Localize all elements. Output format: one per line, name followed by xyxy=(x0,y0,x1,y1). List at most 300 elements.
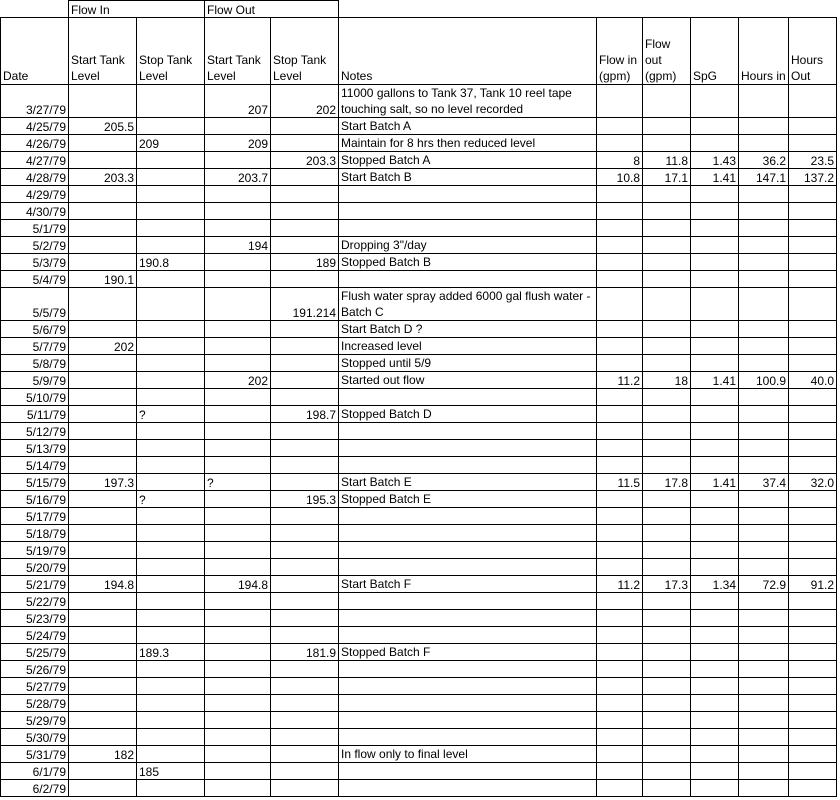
table-row xyxy=(1,372,837,389)
cell-date: 6/2/79 xyxy=(1,780,69,797)
cell-notes: 11000 gallons to Tank 37, Tank 10 reel tape touching salt, so no level recorded xyxy=(339,85,597,118)
group-flow-out: Flow Out xyxy=(205,1,339,18)
cell-notes xyxy=(339,389,597,406)
cell-date: 4/27/79 xyxy=(1,152,69,169)
cell-date: 5/30/79 xyxy=(1,729,69,746)
cell-spg xyxy=(691,423,739,440)
cell-flow-in xyxy=(597,288,643,321)
cell-spg xyxy=(691,559,739,576)
cell-out-stop xyxy=(271,474,339,491)
cell-hours-in xyxy=(739,203,789,220)
cell-out-stop: 202 xyxy=(271,85,339,118)
cell-hours-in xyxy=(739,355,789,372)
cell-in-stop xyxy=(137,203,205,220)
table-row xyxy=(1,389,837,406)
table-row xyxy=(1,220,837,237)
table-row xyxy=(1,203,837,220)
cell-spg xyxy=(691,389,739,406)
cell-out-start: 209 xyxy=(205,135,271,152)
cell-out-start xyxy=(205,271,271,288)
cell-in-stop: 190.8 xyxy=(137,254,205,271)
cell-date: 5/14/79 xyxy=(1,457,69,474)
cell-flow-in xyxy=(597,593,643,610)
table-row xyxy=(1,440,837,457)
cell-in-start xyxy=(69,135,137,152)
cell-flow-in xyxy=(597,203,643,220)
cell-spg xyxy=(691,627,739,644)
cell-out-start xyxy=(205,491,271,508)
cell-notes: Maintain for 8 hrs then reduced level xyxy=(339,135,597,152)
header-in-start: Start Tank Level xyxy=(69,18,137,85)
cell-date: 5/29/79 xyxy=(1,712,69,729)
cell-out-start xyxy=(205,288,271,321)
group-spacer-right xyxy=(339,1,837,18)
cell-flow-out: 18 xyxy=(643,372,691,389)
cell-in-start xyxy=(69,288,137,321)
cell-notes xyxy=(339,203,597,220)
cell-in-stop xyxy=(137,661,205,678)
cell-date: 5/31/79 xyxy=(1,746,69,763)
cell-out-start xyxy=(205,355,271,372)
cell-flow-in: 11.2 xyxy=(597,372,643,389)
cell-flow-in xyxy=(597,355,643,372)
cell-flow-out xyxy=(643,440,691,457)
cell-date: 5/2/79 xyxy=(1,237,69,254)
cell-out-stop xyxy=(271,763,339,780)
cell-flow-in xyxy=(597,644,643,661)
cell-in-stop xyxy=(137,389,205,406)
cell-in-start xyxy=(69,186,137,203)
cell-hours-in xyxy=(739,695,789,712)
cell-hours-out xyxy=(789,542,837,559)
cell-out-stop xyxy=(271,678,339,695)
table-row xyxy=(1,508,837,525)
cell-notes xyxy=(339,661,597,678)
cell-notes xyxy=(339,610,597,627)
cell-hours-out xyxy=(789,678,837,695)
cell-out-stop xyxy=(271,695,339,712)
cell-flow-out xyxy=(643,203,691,220)
cell-date: 5/9/79 xyxy=(1,372,69,389)
cell-flow-in xyxy=(597,491,643,508)
cell-flow-out xyxy=(643,118,691,135)
cell-out-stop xyxy=(271,576,339,593)
header-hours-in: Hours in xyxy=(739,18,789,85)
table-row xyxy=(1,186,837,203)
cell-in-stop xyxy=(137,542,205,559)
cell-in-start xyxy=(69,152,137,169)
cell-flow-in xyxy=(597,712,643,729)
cell-out-start xyxy=(205,186,271,203)
cell-flow-in xyxy=(597,254,643,271)
cell-hours-in xyxy=(739,457,789,474)
cell-in-stop xyxy=(137,678,205,695)
cell-flow-in xyxy=(597,542,643,559)
cell-spg xyxy=(691,678,739,695)
cell-in-start: 205.5 xyxy=(69,118,137,135)
cell-in-start: 203.3 xyxy=(69,169,137,186)
cell-spg xyxy=(691,406,739,423)
cell-spg xyxy=(691,746,739,763)
cell-out-start xyxy=(205,203,271,220)
cell-hours-in xyxy=(739,237,789,254)
cell-date: 5/13/79 xyxy=(1,440,69,457)
cell-in-start xyxy=(69,525,137,542)
cell-date: 5/28/79 xyxy=(1,695,69,712)
cell-in-start xyxy=(69,508,137,525)
table-row xyxy=(1,406,837,423)
cell-out-stop xyxy=(271,355,339,372)
header-out-stop: Stop Tank Level xyxy=(271,18,339,85)
table-row xyxy=(1,661,837,678)
cell-hours-in xyxy=(739,525,789,542)
cell-in-stop xyxy=(137,559,205,576)
cell-out-stop: 189 xyxy=(271,254,339,271)
cell-out-start xyxy=(205,644,271,661)
cell-hours-in xyxy=(739,508,789,525)
cell-hours-in xyxy=(739,423,789,440)
table-row xyxy=(1,746,837,763)
cell-out-stop: 198.7 xyxy=(271,406,339,423)
cell-in-stop xyxy=(137,474,205,491)
cell-flow-in xyxy=(597,763,643,780)
cell-in-stop xyxy=(137,627,205,644)
cell-notes xyxy=(339,271,597,288)
cell-in-start xyxy=(69,237,137,254)
cell-out-stop xyxy=(271,440,339,457)
cell-in-stop: 209 xyxy=(137,135,205,152)
cell-in-start xyxy=(69,389,137,406)
cell-flow-out xyxy=(643,423,691,440)
cell-in-start xyxy=(69,85,137,118)
cell-flow-in: 11.5 xyxy=(597,474,643,491)
cell-hours-out xyxy=(789,780,837,797)
cell-notes: Stopped Batch A xyxy=(339,152,597,169)
cell-in-stop xyxy=(137,355,205,372)
cell-date: 5/27/79 xyxy=(1,678,69,695)
cell-out-stop xyxy=(271,338,339,355)
cell-hours-out xyxy=(789,85,837,118)
group-flow-in: Flow In xyxy=(69,1,205,18)
cell-date: 5/24/79 xyxy=(1,627,69,644)
table-row xyxy=(1,423,837,440)
cell-hours-in xyxy=(739,186,789,203)
cell-in-start xyxy=(69,220,137,237)
cell-notes xyxy=(339,729,597,746)
cell-hours-out xyxy=(789,610,837,627)
cell-hours-in xyxy=(739,491,789,508)
cell-notes: Start Batch E xyxy=(339,474,597,491)
cell-in-stop xyxy=(137,220,205,237)
cell-in-stop xyxy=(137,321,205,338)
cell-date: 5/20/79 xyxy=(1,559,69,576)
cell-flow-out xyxy=(643,746,691,763)
header-notes: Notes xyxy=(339,18,597,85)
cell-out-stop xyxy=(271,712,339,729)
cell-out-stop xyxy=(271,321,339,338)
cell-hours-out: 32.0 xyxy=(789,474,837,491)
cell-in-start xyxy=(69,254,137,271)
cell-spg xyxy=(691,203,739,220)
table-row xyxy=(1,610,837,627)
cell-date: 4/30/79 xyxy=(1,203,69,220)
cell-flow-out: 17.8 xyxy=(643,474,691,491)
cell-in-stop xyxy=(137,169,205,186)
cell-out-start xyxy=(205,712,271,729)
cell-notes xyxy=(339,627,597,644)
header-spg: SpG xyxy=(691,18,739,85)
cell-in-start xyxy=(69,203,137,220)
cell-flow-out xyxy=(643,559,691,576)
cell-date: 5/4/79 xyxy=(1,271,69,288)
cell-hours-out xyxy=(789,220,837,237)
cell-out-start: 202 xyxy=(205,372,271,389)
cell-out-stop xyxy=(271,372,339,389)
table-row xyxy=(1,763,837,780)
cell-out-stop xyxy=(271,389,339,406)
cell-hours-out xyxy=(789,627,837,644)
cell-hours-out xyxy=(789,186,837,203)
cell-date: 6/1/79 xyxy=(1,763,69,780)
cell-in-start xyxy=(69,440,137,457)
cell-hours-in: 147.1 xyxy=(739,169,789,186)
cell-spg xyxy=(691,661,739,678)
table-row xyxy=(1,457,837,474)
cell-flow-in xyxy=(597,610,643,627)
group-spacer xyxy=(1,1,69,18)
cell-flow-in: 8 xyxy=(597,152,643,169)
cell-out-start xyxy=(205,440,271,457)
cell-notes xyxy=(339,525,597,542)
cell-flow-out xyxy=(643,542,691,559)
cell-hours-out xyxy=(789,525,837,542)
cell-in-stop xyxy=(137,85,205,118)
cell-in-stop xyxy=(137,118,205,135)
cell-date: 5/25/79 xyxy=(1,644,69,661)
table-row xyxy=(1,559,837,576)
cell-in-stop xyxy=(137,746,205,763)
cell-spg: 1.34 xyxy=(691,576,739,593)
cell-hours-out xyxy=(789,203,837,220)
cell-flow-out xyxy=(643,763,691,780)
cell-flow-out xyxy=(643,186,691,203)
cell-spg xyxy=(691,321,739,338)
cell-date: 5/3/79 xyxy=(1,254,69,271)
cell-in-stop xyxy=(137,423,205,440)
cell-in-stop xyxy=(137,457,205,474)
cell-out-start: ? xyxy=(205,474,271,491)
cell-out-start xyxy=(205,678,271,695)
table-row xyxy=(1,627,837,644)
cell-flow-out xyxy=(643,610,691,627)
cell-spg xyxy=(691,135,739,152)
table-row xyxy=(1,678,837,695)
cell-hours-in xyxy=(739,678,789,695)
cell-notes: Stopped until 5/9 xyxy=(339,355,597,372)
cell-date: 5/18/79 xyxy=(1,525,69,542)
cell-in-start xyxy=(69,423,137,440)
cell-out-start xyxy=(205,508,271,525)
cell-flow-out xyxy=(643,457,691,474)
cell-flow-out xyxy=(643,355,691,372)
cell-hours-in xyxy=(739,118,789,135)
cell-spg xyxy=(691,525,739,542)
cell-hours-in xyxy=(739,610,789,627)
cell-spg: 1.41 xyxy=(691,474,739,491)
cell-hours-in: 36.2 xyxy=(739,152,789,169)
cell-out-start xyxy=(205,406,271,423)
header-flow-in: Flow in (gpm) xyxy=(597,18,643,85)
cell-flow-in xyxy=(597,423,643,440)
cell-in-start: 194.8 xyxy=(69,576,137,593)
cell-out-stop xyxy=(271,457,339,474)
cell-out-stop xyxy=(271,780,339,797)
cell-date: 5/15/79 xyxy=(1,474,69,491)
cell-hours-in xyxy=(739,593,789,610)
cell-hours-out xyxy=(789,237,837,254)
cell-out-stop: 203.3 xyxy=(271,152,339,169)
cell-hours-out: 40.0 xyxy=(789,372,837,389)
cell-in-start xyxy=(69,355,137,372)
cell-date: 3/27/79 xyxy=(1,85,69,118)
table-row xyxy=(1,780,837,797)
cell-flow-in xyxy=(597,118,643,135)
cell-flow-in xyxy=(597,508,643,525)
cell-notes xyxy=(339,220,597,237)
cell-in-stop xyxy=(137,576,205,593)
cell-in-start xyxy=(69,729,137,746)
cell-hours-out xyxy=(789,695,837,712)
cell-out-start xyxy=(205,661,271,678)
cell-in-start xyxy=(69,457,137,474)
group-header-row xyxy=(1,1,837,18)
cell-out-start xyxy=(205,389,271,406)
cell-hours-out xyxy=(789,491,837,508)
cell-hours-out xyxy=(789,593,837,610)
cell-out-stop xyxy=(271,203,339,220)
header-hours-out: Hours Out xyxy=(789,18,837,85)
cell-flow-out xyxy=(643,508,691,525)
cell-out-start xyxy=(205,593,271,610)
cell-date: 5/1/79 xyxy=(1,220,69,237)
cell-spg: 1.43 xyxy=(691,152,739,169)
cell-flow-in xyxy=(597,729,643,746)
cell-spg xyxy=(691,542,739,559)
cell-hours-in: 100.9 xyxy=(739,372,789,389)
cell-out-stop xyxy=(271,186,339,203)
cell-notes: Start Batch B xyxy=(339,169,597,186)
cell-notes xyxy=(339,559,597,576)
table-row xyxy=(1,542,837,559)
cell-in-stop xyxy=(137,237,205,254)
cell-notes xyxy=(339,780,597,797)
cell-out-start: 194.8 xyxy=(205,576,271,593)
cell-in-stop xyxy=(137,186,205,203)
cell-date: 5/5/79 xyxy=(1,288,69,321)
cell-notes: Start Batch F xyxy=(339,576,597,593)
cell-spg xyxy=(691,491,739,508)
cell-out-stop: 195.3 xyxy=(271,491,339,508)
cell-hours-in xyxy=(739,85,789,118)
cell-flow-in xyxy=(597,525,643,542)
cell-in-stop xyxy=(137,712,205,729)
cell-out-stop xyxy=(271,525,339,542)
cell-in-start xyxy=(69,491,137,508)
cell-in-stop xyxy=(137,372,205,389)
cell-hours-in xyxy=(739,729,789,746)
cell-flow-out xyxy=(643,406,691,423)
cell-spg xyxy=(691,186,739,203)
cell-out-stop xyxy=(271,271,339,288)
cell-hours-out: 91.2 xyxy=(789,576,837,593)
cell-out-stop xyxy=(271,118,339,135)
cell-out-start xyxy=(205,559,271,576)
cell-spg xyxy=(691,85,739,118)
cell-in-start xyxy=(69,763,137,780)
cell-spg xyxy=(691,355,739,372)
cell-in-stop: ? xyxy=(137,491,205,508)
cell-flow-in xyxy=(597,135,643,152)
cell-in-stop xyxy=(137,695,205,712)
cell-out-start: 207 xyxy=(205,85,271,118)
cell-date: 4/25/79 xyxy=(1,118,69,135)
cell-flow-out: 11.8 xyxy=(643,152,691,169)
header-flow-out: Flow out (gpm) xyxy=(643,18,691,85)
cell-hours-out xyxy=(789,288,837,321)
cell-notes xyxy=(339,457,597,474)
cell-hours-out xyxy=(789,644,837,661)
cell-notes: Start Batch A xyxy=(339,118,597,135)
cell-out-start xyxy=(205,542,271,559)
header-in-stop: Stop Tank Level xyxy=(137,18,205,85)
cell-hours-in xyxy=(739,712,789,729)
cell-notes: Stopped Batch E xyxy=(339,491,597,508)
cell-out-stop xyxy=(271,135,339,152)
cell-flow-out xyxy=(643,220,691,237)
cell-in-start xyxy=(69,644,137,661)
cell-in-stop xyxy=(137,780,205,797)
cell-notes xyxy=(339,186,597,203)
cell-in-stop xyxy=(137,440,205,457)
cell-hours-out xyxy=(789,355,837,372)
cell-flow-out: 17.3 xyxy=(643,576,691,593)
cell-flow-out xyxy=(643,288,691,321)
cell-hours-out xyxy=(789,559,837,576)
cell-hours-in xyxy=(739,661,789,678)
cell-in-start xyxy=(69,661,137,678)
cell-date: 4/28/79 xyxy=(1,169,69,186)
cell-notes: Start Batch D ? xyxy=(339,321,597,338)
cell-hours-in xyxy=(739,389,789,406)
cell-notes xyxy=(339,508,597,525)
table-row xyxy=(1,593,837,610)
cell-hours-in xyxy=(739,559,789,576)
cell-hours-in xyxy=(739,644,789,661)
cell-flow-in xyxy=(597,440,643,457)
cell-flow-in xyxy=(597,85,643,118)
cell-in-start xyxy=(69,780,137,797)
cell-spg xyxy=(691,118,739,135)
cell-in-start xyxy=(69,542,137,559)
cell-hours-in xyxy=(739,338,789,355)
cell-in-start xyxy=(69,406,137,423)
cell-hours-in xyxy=(739,321,789,338)
cell-spg: 1.41 xyxy=(691,169,739,186)
column-header-row xyxy=(1,18,837,85)
cell-hours-out xyxy=(789,338,837,355)
cell-date: 5/26/79 xyxy=(1,661,69,678)
cell-spg xyxy=(691,508,739,525)
